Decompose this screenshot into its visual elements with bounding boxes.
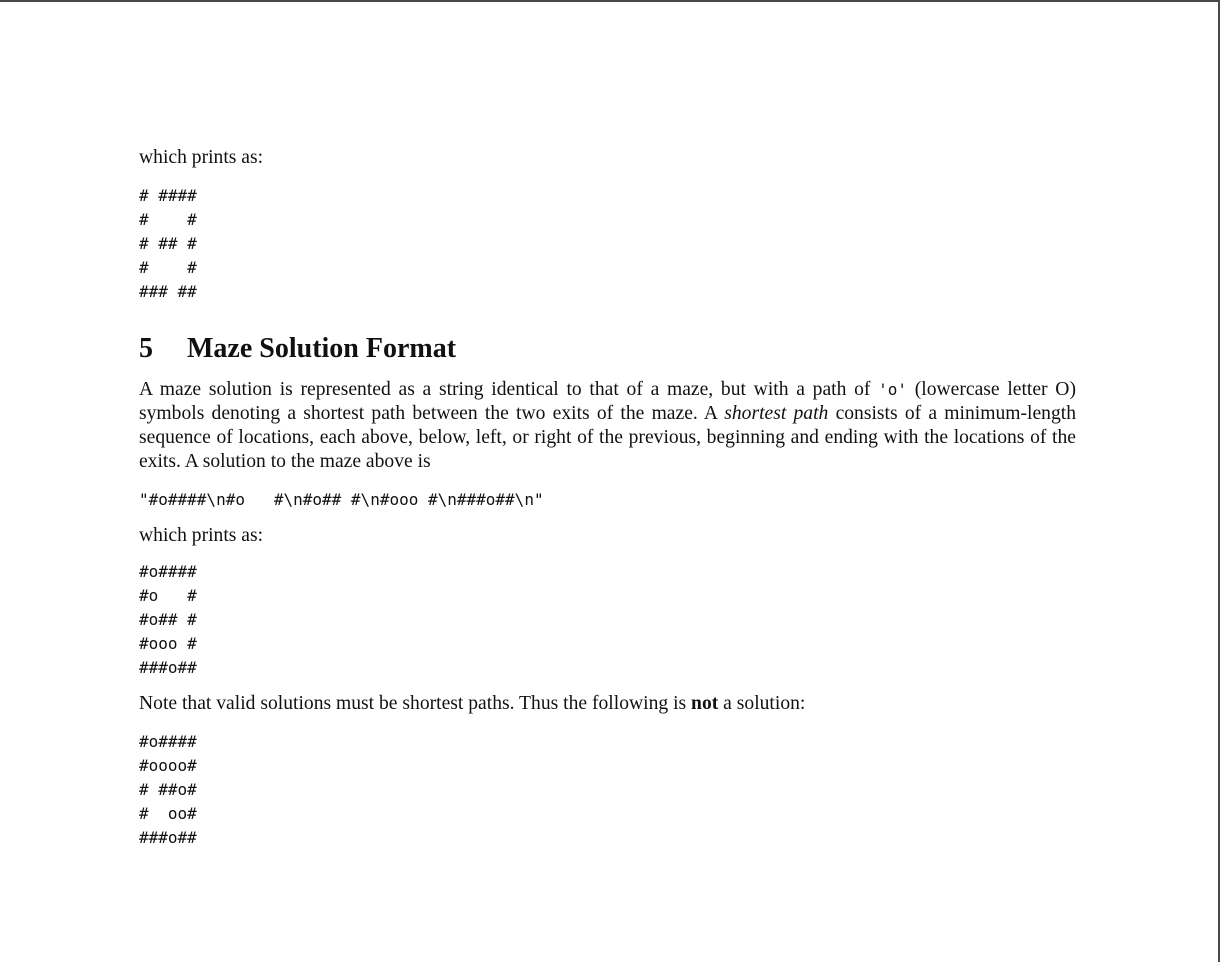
section-heading bbox=[139, 332, 1076, 366]
invalid-line: #oooo# bbox=[139, 756, 197, 775]
maze-line: # # bbox=[139, 210, 197, 229]
note-text: Note that valid solutions must be shortest paths. Thus the following is bbox=[139, 693, 692, 714]
note-bold-not: not bbox=[691, 693, 719, 714]
solution-line: #ooo # bbox=[139, 634, 197, 653]
invalid-line: # oo# bbox=[139, 804, 197, 823]
invalid-print-block bbox=[139, 730, 1076, 850]
prints-as-text-1: which prints as: bbox=[139, 147, 264, 168]
description-text: consists of a minimum-length sequence of locations, each above, below, left, or right of the previous, beginning and ending with the locations of the exits. A solution to the maze above is bbox=[139, 403, 1076, 472]
emphasis-shortest-path: shortest path bbox=[724, 403, 829, 424]
inline-code-o: 'o' bbox=[878, 380, 908, 399]
maze-line: # # bbox=[139, 258, 197, 277]
page-content bbox=[139, 146, 1076, 850]
note-paragraph bbox=[139, 692, 1076, 716]
solution-line: #o## # bbox=[139, 610, 197, 629]
description-paragraph bbox=[139, 378, 1076, 474]
solution-line: ###o## bbox=[139, 658, 197, 677]
maze-line: # #### bbox=[139, 186, 197, 205]
invalid-line: ###o## bbox=[139, 828, 197, 847]
maze-print-block bbox=[139, 184, 1076, 304]
invalid-line: #o#### bbox=[139, 732, 197, 751]
solution-line: #o#### bbox=[139, 562, 197, 581]
note-text: a solution: bbox=[718, 693, 806, 714]
solution-string: "#o####\n#o #\n#o## #\n#ooo #\n###o##\n" bbox=[139, 490, 544, 509]
maze-line: ### ## bbox=[139, 282, 197, 301]
section-title: Maze Solution Format bbox=[187, 333, 457, 364]
section-number: 5 bbox=[139, 333, 153, 364]
solution-print-block bbox=[139, 560, 1076, 680]
description-text: (lowercase letter O) symbols denoting a shortest path between the two exits of the maze. A bbox=[139, 379, 1076, 424]
solution-line: #o # bbox=[139, 586, 197, 605]
invalid-line: # ##o# bbox=[139, 780, 197, 799]
maze-line: # ## # bbox=[139, 234, 197, 253]
prints-as-text-2: which prints as: bbox=[139, 525, 264, 546]
description-text: A maze solution is represented as a string identical to that of a maze, but with a path of bbox=[139, 379, 879, 400]
